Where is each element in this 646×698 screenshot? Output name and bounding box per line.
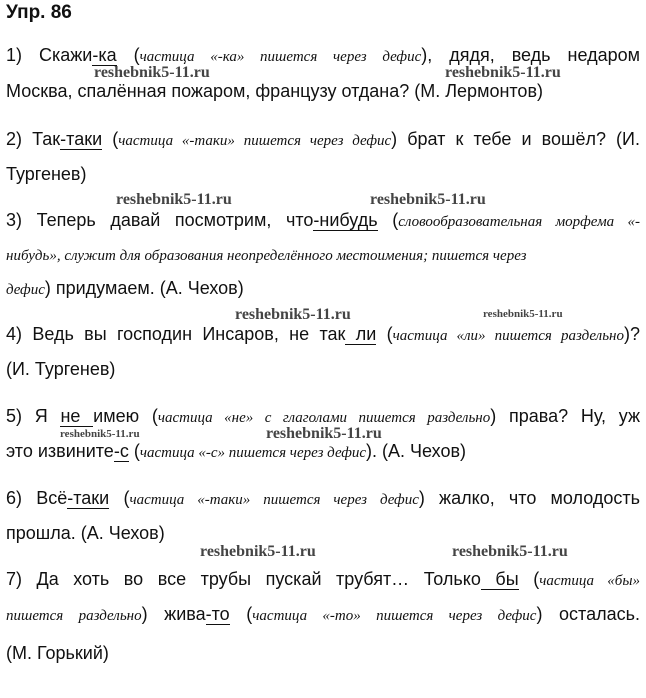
- sentence-5-line-1: 5) Я не имею (частица «не» с глаголами пишется раздельно) права? Ну, уж: [6, 406, 641, 426]
- sentence-6-line-2: прошла. (А. Чехов): [6, 523, 165, 543]
- hyphen-particle: -то: [205, 604, 230, 624]
- sentence-4-line-1: 4) Ведь вы господин Инсаров, не так ли (частица «ли» пишется раздельно)?: [6, 324, 640, 344]
- grammar-note: частица «ли» пишется раздельно: [392, 328, 624, 344]
- hyphen-particle: -таки: [67, 488, 110, 508]
- sentence-3-line-2: [6, 243, 527, 267]
- watermark: reshebnik5-11.ru: [483, 308, 563, 320]
- grammar-note-continued: пишется раздельно: [6, 608, 142, 624]
- hyphen-particle: -нибудь: [313, 210, 378, 230]
- grammar-note-continued: нибудь», служит для образования неопределённого местоимения; пишется через: [6, 248, 527, 264]
- grammar-note-continued: дефис: [6, 282, 45, 298]
- sentence-2-line-1: 2) Так-таки (частица «-таки» пишется через дефис) брат к тебе и вошёл? (И.: [6, 129, 640, 149]
- sentence-3-line-3: дефис) придумаем. (А. Чехов): [6, 278, 244, 298]
- watermark: reshebnik5-11.ru: [200, 543, 316, 560]
- watermark: reshebnik5-11.ru: [60, 428, 140, 440]
- grammar-note: частица «не» с глаголами пишется раздельно: [157, 410, 491, 426]
- sentence-2-line-2: Тургенев): [6, 164, 87, 184]
- sentence-7-line-1: 7) Да хоть во все трубы пускай трубят… Только бы (частица «бы»: [6, 569, 641, 589]
- hyphen-particle: ли: [345, 324, 377, 344]
- watermark: reshebnik5-11.ru: [370, 191, 486, 208]
- sentence-3-line-1: 3) Теперь давай посмотрим, что-нибудь (словообразовательная морфема «-: [6, 210, 640, 230]
- watermark: reshebnik5-11.ru: [452, 543, 568, 560]
- sentence-7-line-3: (М. Горький): [6, 643, 109, 663]
- grammar-note: частица «-то» пишется через дефис: [252, 608, 537, 624]
- sentence-6-line-1: 6) Всё-таки (частица «-таки» пишется через дефис) жалко, что молодость: [6, 488, 640, 508]
- watermark: reshebnik5-11.ru: [266, 425, 382, 442]
- sentence-7-line-2: пишется раздельно) жива-то (частица «-то» пишется через дефис) осталась.: [6, 604, 640, 624]
- watermark: reshebnik5-11.ru: [235, 306, 351, 323]
- exercise-title: Упр. 86: [6, 2, 72, 23]
- hyphen-particle: -таки: [60, 129, 103, 149]
- separate-particle: бы: [480, 569, 519, 589]
- separate-particle: не: [60, 406, 94, 426]
- sentence-1-line-2: Москва, спалённая пожаром, французу отдана? (М. Лермонтов): [6, 81, 544, 101]
- hyphen-particle: -с: [113, 441, 129, 461]
- grammar-note: частица «бы»: [539, 573, 641, 589]
- sentence-5-line-2: это извините-с (частица «-с» пишется через дефис). (А. Чехов): [6, 441, 467, 461]
- sentence-1-line-1: 1) Скажи-ка (частица «-ка» пишется через дефис), дядя, ведь недаром: [6, 45, 640, 65]
- watermark: reshebnik5-11.ru: [94, 64, 210, 81]
- grammar-note: частица «-таки» пишется через дефис: [129, 492, 419, 508]
- grammar-note: словообразовательная морфема «-: [398, 214, 640, 230]
- grammar-note: частица «-таки» пишется через дефис: [118, 133, 392, 149]
- sentence-4-line-2: (И. Тургенев): [6, 359, 116, 379]
- watermark: reshebnik5-11.ru: [445, 64, 561, 81]
- hyphen-particle: -ка: [92, 45, 117, 65]
- grammar-note: частица «-с» пишется через дефис: [139, 445, 367, 461]
- watermark: reshebnik5-11.ru: [116, 191, 232, 208]
- grammar-note: частица «-ка» пишется через дефис: [139, 49, 422, 65]
